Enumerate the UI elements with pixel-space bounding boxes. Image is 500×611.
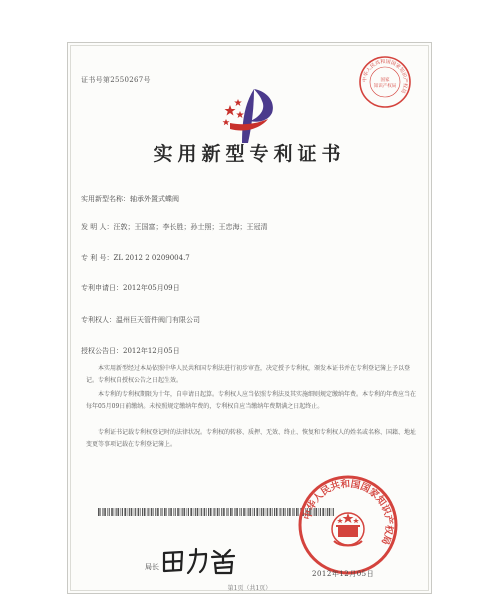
patent-number-value: ZL 2012 2 0209004.7 <box>113 254 190 262</box>
field-grant-date <box>81 346 180 356</box>
director-signature-icon <box>160 543 240 577</box>
inventor-value: 汪敦；王国富；李长胜；孙士照；王忠海；王冠清 <box>113 223 268 231</box>
field-utility-model-name <box>81 194 179 204</box>
patentee-label: 专利权人： <box>81 316 116 324</box>
official-seal-icon <box>296 473 400 577</box>
top-seal-center-line1: 国家 <box>380 78 390 83</box>
body-paragraph-1: 本实用新型经过本局依照中华人民共和国专利法进行初步审查，决定授予专利权，颁发本证书并在专利登记簿上予以登记。专利权自授权公告之日起生效。 <box>86 365 411 384</box>
certificate-number: 证书号第2550267号 <box>81 76 151 84</box>
grant-date-value: 2012年12月05日 <box>123 347 180 355</box>
official-seal-ring-text: 中华人民共和国国家知识产权局 <box>302 478 395 547</box>
inventor-label: 发 明 人： <box>81 223 114 231</box>
field-patent-number <box>81 253 190 263</box>
grant-date-label: 授权公告日： <box>81 347 123 355</box>
seal-date: 2012年12月05日 <box>312 570 375 578</box>
body-paragraph-3: 专利证书记载专利权登记时的法律状况。专利权的转移、质押、无效、终止、恢复和专利权人的姓名或名称、国籍、地址变更等事项记载在专利登记簿上。 <box>86 429 417 448</box>
top-seal-center-line2: 知识产权局 <box>373 84 397 89</box>
top-seal-icon <box>358 55 412 109</box>
field-patentee <box>81 315 200 325</box>
top-seal-ring-text: 中华人民共和国国家知识产权局 <box>361 58 409 95</box>
certificate-page <box>67 42 432 594</box>
page-indicator: 第1页（共1页） <box>227 585 272 592</box>
director-label: 局长 <box>145 563 159 571</box>
field-application-date <box>81 283 180 293</box>
certificate-title: 实用新型专利证书 <box>153 143 346 165</box>
utility-model-name-label: 实用新型名称： <box>81 195 130 203</box>
utility-model-name-value: 轴承外置式蝶阀 <box>130 195 179 203</box>
application-date-label: 专利申请日： <box>81 284 123 292</box>
patent-number-label: 专 利 号： <box>81 254 114 262</box>
field-inventor <box>81 222 267 232</box>
body-paragraph-2: 本专利的专利权期限为十年，自申请日起算。专利权人应当依照专利法及其实施细则规定缴纳年费。本专利的年费应当在每年05月09日前缴纳。未按照规定缴纳年费的，专利权自应当缴纳年费期满之日起终止。 <box>86 391 417 410</box>
patentee-value: 温州巨天管件阀门有限公司 <box>116 316 200 324</box>
application-date-value: 2012年05月09日 <box>123 284 180 292</box>
